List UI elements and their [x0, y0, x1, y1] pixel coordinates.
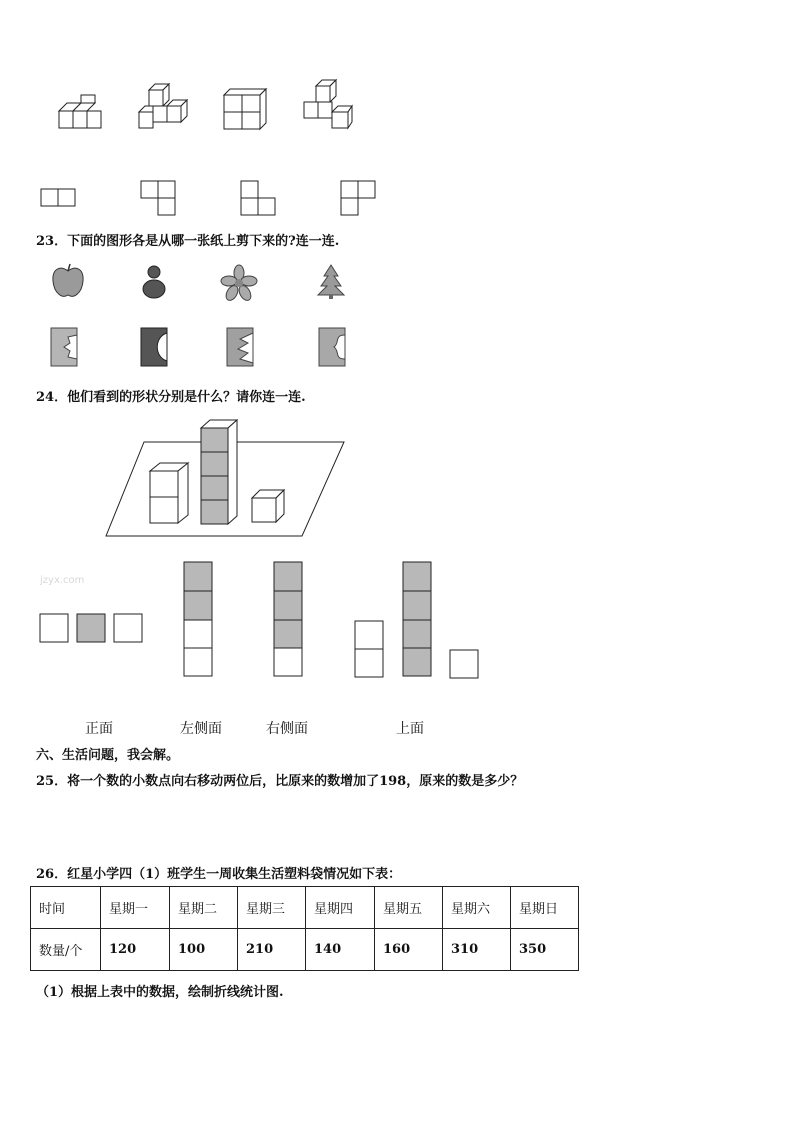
table-cell: 140 [306, 929, 375, 971]
cube-figure-2 [135, 82, 190, 132]
label-front: 正面 [85, 721, 113, 737]
table-row-quantity [31, 929, 579, 971]
cube-figure-1 [55, 95, 105, 135]
question-25-text: 25．将一个数的小数点向右移动两位后，比原来的数增加了198，原来的数是多少？ [36, 774, 524, 789]
table-cell: 120 [101, 929, 170, 971]
table-cell: 星期二 [170, 887, 238, 929]
table-cell: 时间 [31, 887, 101, 929]
table-cell: 310 [443, 929, 511, 971]
plastic-bag-table [30, 886, 579, 971]
table-cell: 星期日 [511, 887, 579, 929]
paper-cutout-2 [140, 327, 170, 367]
table-cell: 350 [511, 929, 579, 971]
question-24-text: 24．他们看到的形状分别是什么？请你连一连. [36, 390, 306, 405]
view-front [39, 613, 145, 643]
gourd-shape-icon [138, 262, 170, 302]
paper-cutout-1 [50, 327, 80, 367]
view-left-side [183, 561, 213, 678]
question-26-text: 26．红星小学四（1）班学生一周收集生活塑料袋情况如下表： [36, 867, 402, 882]
view-shape-1 [40, 188, 76, 208]
label-right-side: 右侧面 [266, 721, 308, 737]
table-cell: 数量/个 [31, 929, 101, 971]
cube-figure-3 [220, 85, 270, 133]
table-cell: 星期一 [101, 887, 170, 929]
view-top [402, 561, 432, 678]
watermark-text: jzyx.com [40, 575, 85, 586]
table-cell: 210 [238, 929, 306, 971]
table-cell: 100 [170, 929, 238, 971]
paper-cutout-3 [226, 327, 256, 367]
view-right-side [273, 561, 303, 678]
tree-shape-icon [316, 264, 346, 300]
view-shape-3 [240, 180, 280, 216]
label-left-side: 左侧面 [180, 721, 222, 737]
view-shape-4 [340, 180, 380, 216]
table-cell: 星期六 [443, 887, 511, 929]
table-cell: 星期五 [375, 887, 443, 929]
apple-shape-icon [50, 263, 86, 301]
table-cell: 星期四 [306, 887, 375, 929]
table-cell: 星期三 [238, 887, 306, 929]
view-shape-2 [140, 180, 180, 216]
view-stack-two [354, 620, 384, 678]
question-26-sub-1: （1）根据上表中的数据，绘制折线统计图. [36, 985, 284, 1000]
label-top: 上面 [396, 721, 424, 737]
table-cell: 160 [375, 929, 443, 971]
paper-cutout-4 [318, 327, 348, 367]
section-6-title: 六、生活问题，我会解。 [36, 748, 180, 763]
cube-scene-figure [104, 416, 349, 541]
question-23-text: 23．下面的图形各是从哪一张纸上剪下来的?连一连. [36, 234, 340, 249]
view-single [449, 649, 479, 679]
flower-shape-icon [221, 265, 257, 301]
table-row-header [31, 887, 579, 929]
cube-figure-4 [300, 78, 355, 133]
